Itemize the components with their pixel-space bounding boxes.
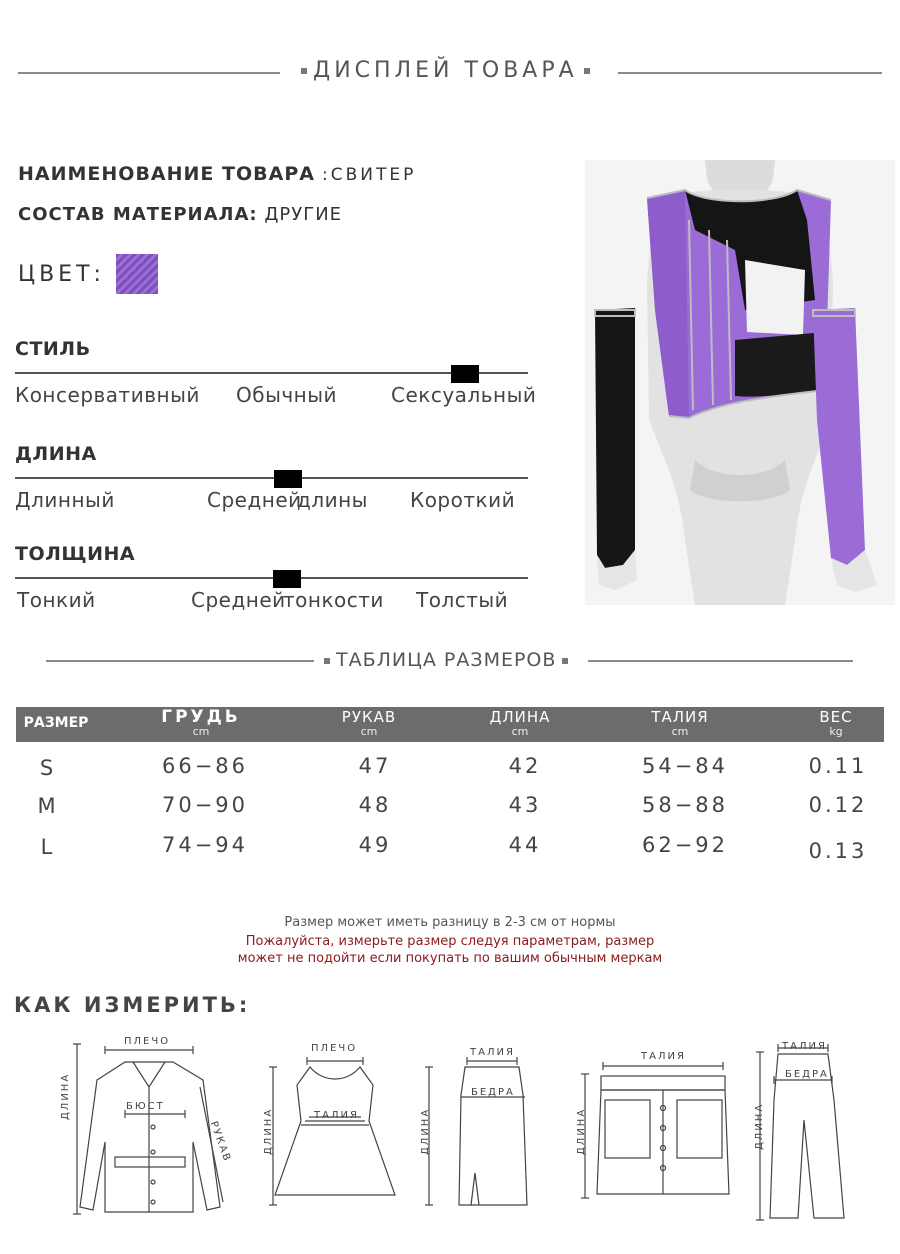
chest-cell: 74−94 [161, 833, 249, 857]
sleeve-label: РУКАВ [207, 1120, 233, 1165]
length-option: Длинный [15, 488, 115, 512]
product-name-row [18, 163, 416, 185]
shoulder-label: ПЛЕЧО [124, 1036, 171, 1047]
thickness-scale-title: ТОЛЩИНА [15, 543, 136, 565]
measure-warning: может не подойти если покупать по вашим обычным меркам [237, 951, 663, 966]
weight-cell: 0.13 [808, 839, 868, 863]
hips-label: БЕДРА [471, 1087, 515, 1098]
length-option: Средней [207, 488, 302, 512]
skirt-diagram [415, 1055, 535, 1215]
thickness-scale-track [15, 577, 528, 579]
length-cell: 44 [508, 833, 542, 857]
size-rule-left [46, 660, 314, 662]
square-bullet-icon [324, 658, 330, 664]
pants-diagram [752, 1040, 852, 1225]
style-scale-marker [451, 365, 479, 383]
thickness-option: Толстый [416, 588, 509, 612]
size-cell: L [40, 835, 56, 859]
sleeve-cell: 48 [358, 793, 392, 817]
sleeve-cell: 47 [358, 754, 392, 778]
col-chest: ГРУДЬ cm [161, 707, 241, 738]
waist-label: ТАЛИЯ [314, 1110, 359, 1121]
waist-label: ТАЛИЯ [782, 1041, 827, 1052]
thickness-option: Тонкий [17, 588, 96, 612]
length-option: Короткий [410, 488, 516, 512]
material-value: ДРУГИЕ [264, 204, 343, 225]
length-label: ДЛИНА [60, 1072, 71, 1120]
how-to-measure-title: КАК ИЗМЕРИТЬ: [14, 993, 251, 1017]
col-weight: ВЕС kg [819, 708, 853, 738]
dress-diagram [265, 1055, 405, 1210]
style-option: Обычный [236, 383, 338, 407]
length-label: ДЛИНА [576, 1107, 587, 1155]
waist-label: ТАЛИЯ [470, 1047, 515, 1058]
length-scale-track [15, 477, 528, 479]
weight-cell: 0.11 [808, 754, 868, 778]
color-label: ЦВЕТ: [18, 262, 105, 287]
thickness-scale-marker [273, 570, 301, 588]
shoulder-label: ПЛЕЧО [311, 1043, 358, 1054]
page-title: ДИСПЛЕЙ ТОВАРА [295, 58, 596, 83]
length-scale-title: ДЛИНА [15, 443, 97, 465]
col-waist: ТАЛИЯ cm [651, 708, 709, 738]
material-row [18, 204, 342, 225]
square-bullet-icon [584, 68, 590, 74]
chest-cell: 70−90 [161, 793, 249, 817]
chest-cell: 66−86 [161, 754, 249, 778]
square-bullet-icon [562, 658, 568, 664]
length-label: ДЛИНА [420, 1107, 431, 1155]
product-name-label: НАИМЕНОВАНИЕ ТОВАРА [18, 163, 315, 185]
size-cell: M [37, 794, 59, 818]
weight-cell: 0.12 [808, 793, 868, 817]
bust-label: БЮСТ [126, 1101, 165, 1112]
sleeve-cell: 49 [358, 833, 392, 857]
waist-cell: 58−88 [641, 793, 729, 817]
measure-warning: Пожалуйста, измерьте размер следуя параметрам, размер [245, 934, 655, 949]
length-option: длины [297, 488, 368, 512]
material-label: СОСТАВ МАТЕРИАЛА: [18, 204, 258, 225]
style-option: Сексуальный [391, 383, 537, 407]
waist-cell: 54−84 [641, 754, 729, 778]
length-label: ДЛИНА [754, 1102, 765, 1150]
col-sleeve: РУКАВ cm [341, 708, 397, 738]
product-photo [585, 160, 895, 605]
thickness-option: Средней [191, 588, 286, 612]
length-cell: 43 [508, 793, 542, 817]
waist-label: ТАЛИЯ [641, 1051, 686, 1062]
style-scale-title: СТИЛЬ [15, 338, 91, 360]
length-scale-marker [274, 470, 302, 488]
color-swatch[interactable] [116, 254, 158, 294]
hips-label: БЕДРА [785, 1069, 829, 1080]
square-bullet-icon [301, 68, 307, 74]
style-option: Консервативный [15, 383, 200, 407]
header-rule-right [618, 72, 882, 74]
size-table-header [16, 707, 884, 742]
size-cell: S [39, 756, 57, 780]
size-rule-right [588, 660, 853, 662]
col-length: ДЛИНА cm [489, 708, 551, 738]
col-size: РАЗМЕР [23, 715, 89, 731]
size-note: Размер может иметь разницу в 2-3 см от нормы [284, 915, 616, 930]
size-table-title: ТАБЛИЦА РАЗМЕРОВ [318, 649, 574, 671]
length-label: ДЛИНА [263, 1107, 274, 1155]
header-rule-left [18, 72, 280, 74]
length-cell: 42 [508, 754, 542, 778]
waist-cell: 62−92 [641, 833, 729, 857]
thickness-option: тонкости [283, 588, 384, 612]
shorts-diagram [575, 1060, 740, 1210]
product-name-value: :СВИТЕР [322, 165, 417, 185]
